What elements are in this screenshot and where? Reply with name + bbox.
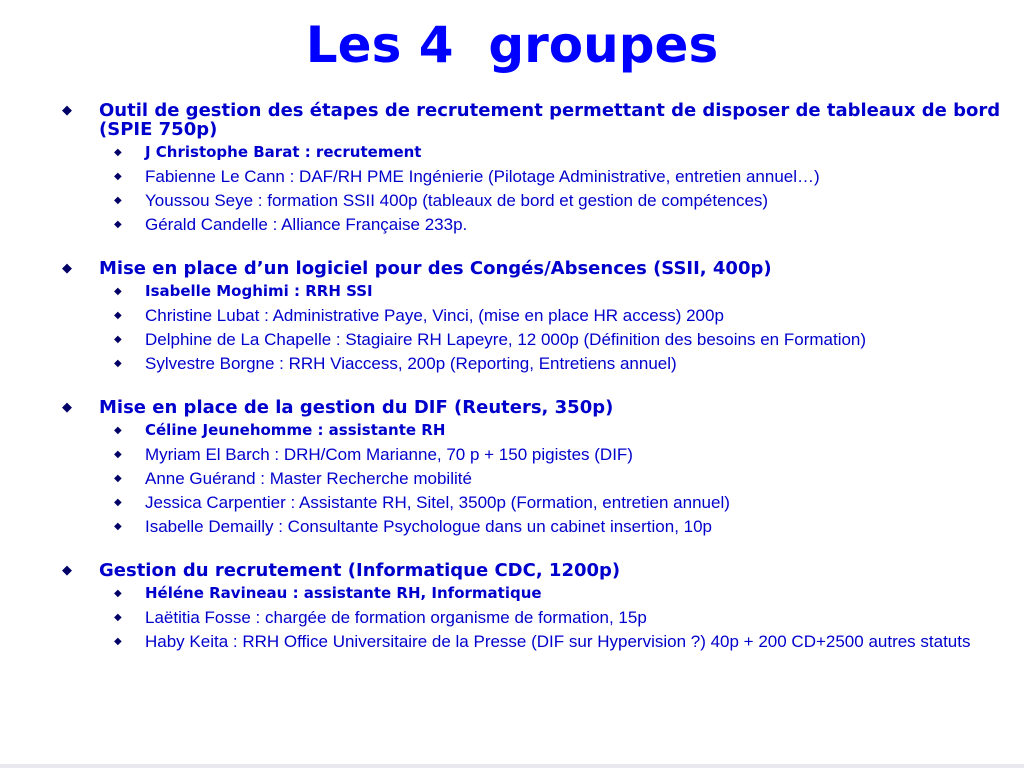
group-heading (62, 101, 1017, 139)
list-item: ◆ Myriam El Barch : DRH/Com Marianne, 70 p + 150 pigistes (DIF) (114, 445, 633, 464)
list-item: ◆ Sylvestre Borgne : RRH Viaccess, 200p (Reporting, Entretiens annuel) (114, 354, 677, 373)
group-heading-text: Outil de gestion des étapes de recrutement permettant de disposer de tableaux de bord (SPIE 750p) (99, 100, 1001, 140)
group-recrutement (62, 561, 1017, 652)
list-item: ◆ Gérald Candelle : Alliance Française 233p. (114, 215, 468, 234)
diamond-icon: ◆ (114, 449, 122, 460)
diamond-icon: ◆ (114, 497, 122, 508)
diamond-icon: ◆ (114, 521, 122, 532)
footer-divider (0, 764, 1024, 768)
group-conges (62, 259, 1017, 374)
list-item: ◆ J Christophe Barat : recrutement (114, 143, 422, 161)
participant-list (62, 142, 1017, 235)
diamond-icon: ◆ (114, 147, 122, 158)
slide-title: Les 4 groupes (305, 16, 719, 74)
slide-content (62, 101, 1017, 676)
list-item: ◆ Youssou Seye : formation SSII 400p (tableaux de bord et gestion de compétences) (114, 191, 769, 210)
group-spie (62, 101, 1017, 235)
list-item: ◆ Céline Jeunehomme : assistante RH (114, 421, 446, 439)
diamond-icon: ◆ (62, 400, 72, 415)
diamond-icon: ◆ (114, 588, 122, 599)
group-dif (62, 398, 1017, 537)
diamond-icon: ◆ (114, 612, 122, 623)
list-item: ◆ Jessica Carpentier : Assistante RH, Sitel, 3500p (Formation, entretien annuel) (114, 493, 730, 512)
diamond-icon: ◆ (114, 195, 122, 206)
participant-list (62, 420, 1017, 537)
list-item: ◆ Laëtitia Fosse : chargée de formation organisme de formation, 15p (114, 608, 647, 627)
list-item: ◆ Héléne Ravineau : assistante RH, Informatique (114, 584, 542, 602)
group-heading-text: Mise en place d’un logiciel pour des Congés/Absences (SSII, 400p) (99, 258, 772, 279)
diamond-icon: ◆ (114, 358, 122, 369)
diamond-icon: ◆ (62, 563, 72, 578)
participant-list (62, 281, 1017, 374)
group-heading (62, 561, 1017, 580)
group-heading-text: Mise en place de la gestion du DIF (Reuters, 350p) (99, 397, 614, 418)
participant-list (62, 583, 1017, 652)
list-item: ◆ Fabienne Le Cann : DAF/RH PME Ingénierie (Pilotage Administrative, entretien annuel…) (114, 167, 820, 186)
list-item: ◆ Delphine de La Chapelle : Stagiaire RH Lapeyre, 12 000p (Définition des besoins en Formation) (114, 330, 867, 349)
diamond-icon: ◆ (114, 286, 122, 297)
list-item: ◆ Haby Keita : RRH Office Universitaire de la Presse (DIF sur Hypervision ?) 40p + 200 CD+2500 autres statuts (114, 632, 971, 651)
diamond-icon: ◆ (114, 473, 122, 484)
list-item: ◆ Isabelle Moghimi : RRH SSI (114, 282, 373, 300)
list-item: ◆ Isabelle Demailly : Consultante Psychologue dans un cabinet insertion, 10p (114, 517, 713, 536)
diamond-icon: ◆ (114, 171, 122, 182)
group-heading (62, 398, 1017, 417)
diamond-icon: ◆ (114, 425, 122, 436)
group-heading (62, 259, 1017, 278)
list-item: ◆ Anne Guérand : Master Recherche mobilité (114, 469, 472, 488)
diamond-icon: ◆ (62, 103, 72, 118)
list-item: ◆ Christine Lubat : Administrative Paye, Vinci, (mise en place HR access) 200p (114, 306, 724, 325)
diamond-icon: ◆ (114, 636, 122, 647)
diamond-icon: ◆ (114, 219, 122, 230)
diamond-icon: ◆ (62, 261, 72, 276)
diamond-icon: ◆ (114, 310, 122, 321)
diamond-icon: ◆ (114, 334, 122, 345)
group-heading-text: Gestion du recrutement (Informatique CDC, 1200p) (99, 560, 621, 581)
